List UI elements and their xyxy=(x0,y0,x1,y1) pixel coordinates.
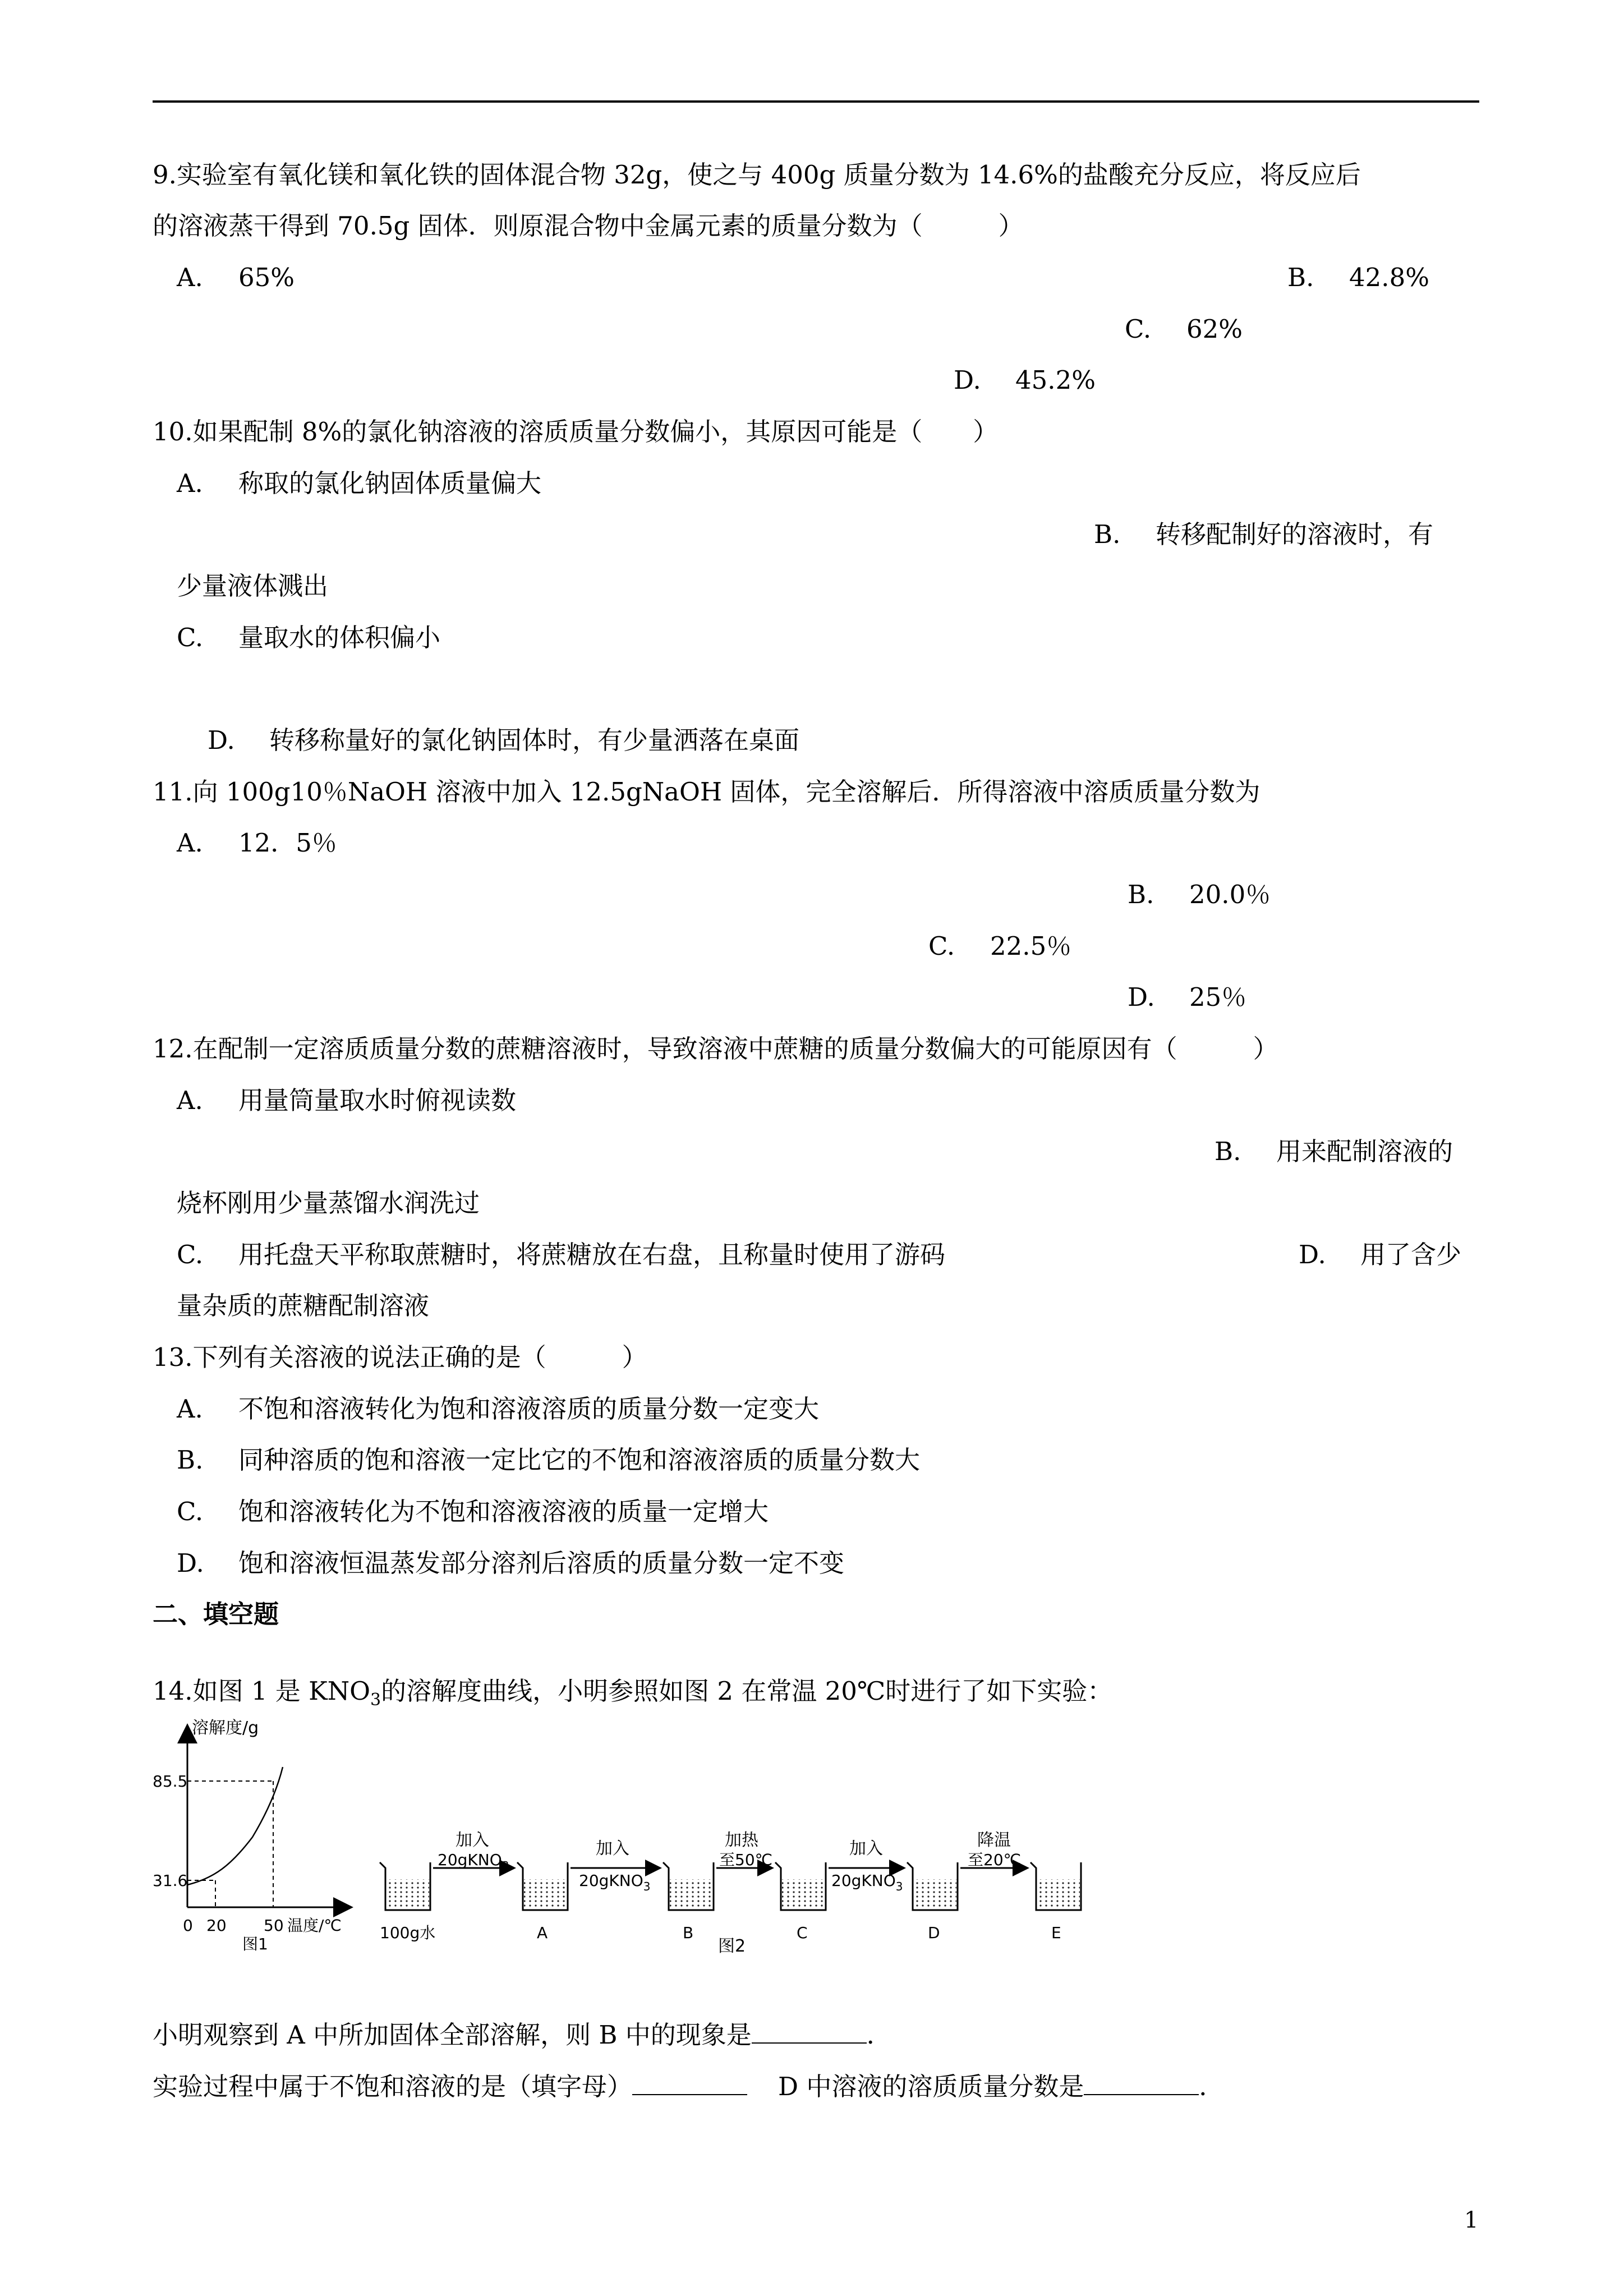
option-text: 62% xyxy=(1186,314,1243,344)
option-letter: A. xyxy=(177,1394,203,1424)
q13-option-b[interactable] xyxy=(177,1443,920,1477)
option-letter: A. xyxy=(177,1085,203,1115)
answer-blank-b-phenomenon[interactable] xyxy=(752,2020,867,2044)
q13-stem: 13.下列有关溶液的说法正确的是（ ） xyxy=(153,1342,647,1372)
page-number: 1 xyxy=(1464,2207,1479,2233)
q11-option-c[interactable] xyxy=(928,930,1071,963)
q9-option-b[interactable] xyxy=(1287,261,1429,295)
x-axis-label: 温度/℃ xyxy=(287,1916,342,1935)
x-tick-0: 0 xyxy=(183,1916,193,1935)
option-text: 转移配制好的溶液时，有 xyxy=(1156,519,1434,549)
beaker-c xyxy=(775,1862,826,1910)
beaker-d-label: D xyxy=(928,1924,940,1942)
beaker-b xyxy=(663,1862,714,1910)
step-3-top: 加热 xyxy=(725,1830,758,1850)
step-2-sub: 3 xyxy=(643,1880,651,1893)
beaker-c-label: C xyxy=(797,1924,808,1942)
option-letter: B. xyxy=(1094,519,1121,549)
q14-stem-pre: 14.如图 1 是 KNO xyxy=(153,1676,370,1706)
q10-option-d[interactable] xyxy=(208,724,799,757)
figure-2-experiment xyxy=(371,1823,1117,1952)
q14-stem-sub: 3 xyxy=(370,1690,381,1710)
q9-option-d[interactable] xyxy=(954,364,1096,397)
y-tick-31-6: 31.6 xyxy=(153,1871,188,1890)
option-letter: B. xyxy=(1128,880,1154,909)
y-tick-85-5: 85.5 xyxy=(153,1772,188,1791)
q11-option-a[interactable] xyxy=(177,826,337,860)
step-1-sub: 3 xyxy=(502,1859,509,1872)
q12-option-d-continuation: 量杂质的蔗糖配制溶液 xyxy=(177,1291,430,1320)
option-letter: C. xyxy=(1125,314,1152,344)
step-4-sub: 3 xyxy=(895,1880,903,1893)
step-2-bottom-text: 20gKNO xyxy=(579,1871,643,1890)
beaker-start xyxy=(380,1862,430,1910)
q10-stem: 10.如果配制 8%的氯化钠溶液的溶质质量分数偏小，其原因可能是（ ） xyxy=(153,417,999,447)
q9-option-a[interactable] xyxy=(177,261,295,295)
figure-2-caption: 图2 xyxy=(718,1936,746,1956)
q12-option-b[interactable] xyxy=(1214,1135,1453,1168)
q14-stem-post: 的溶解度曲线，小明参照如图 2 在常温 20℃时进行了如下实验： xyxy=(381,1676,1113,1706)
q14-line2 xyxy=(153,2070,1224,2104)
beaker-e xyxy=(1030,1862,1081,1910)
option-letter: D. xyxy=(954,365,981,395)
option-letter: C. xyxy=(177,1240,204,1269)
solubility-curve xyxy=(187,1767,283,1885)
q14-line1-post: ． xyxy=(866,2020,892,2050)
option-text: 量取水的体积偏小 xyxy=(238,623,441,652)
y-axis-label: 溶解度/g xyxy=(192,1718,259,1738)
option-text: 称取的氯化钠固体质量偏大 xyxy=(238,468,542,498)
step-3-bottom: 至50℃ xyxy=(719,1851,773,1869)
q14-stem xyxy=(153,1674,1112,1717)
q11-option-d[interactable] xyxy=(1128,981,1246,1014)
option-letter: A. xyxy=(177,828,203,858)
beaker-start-label: 100g水 xyxy=(380,1924,436,1942)
q12-option-d[interactable] xyxy=(1299,1238,1461,1272)
q10-option-a[interactable] xyxy=(177,467,541,500)
step-1-top: 加入 xyxy=(456,1830,489,1850)
step-5-bottom: 至20℃ xyxy=(968,1851,1022,1869)
option-letter: D. xyxy=(208,725,235,755)
q12-option-a[interactable] xyxy=(177,1084,516,1117)
option-text: 用托盘天平称取蔗糖时，将蔗糖放在右盘，且称量时使用了游码 xyxy=(238,1240,946,1269)
option-letter: D. xyxy=(1299,1240,1326,1269)
option-text: 12．5％ xyxy=(238,828,337,858)
option-text: 同种溶质的饱和溶液一定比它的不饱和溶液溶质的质量分数大 xyxy=(238,1445,921,1475)
q14-line2-pre: 实验过程中属于不饱和溶液的是（填字母） xyxy=(153,2072,633,2101)
option-letter: C. xyxy=(928,931,955,961)
option-text: 饱和溶液恒温蒸发部分溶剂后溶质的质量分数一定不变 xyxy=(238,1548,845,1578)
step-4-top: 加入 xyxy=(849,1839,883,1858)
step-4-bottom xyxy=(831,1871,903,1893)
option-letter: C. xyxy=(177,623,204,652)
q11-option-b[interactable] xyxy=(1128,878,1271,912)
step-5-top: 降温 xyxy=(977,1830,1011,1850)
option-text: 45.2% xyxy=(1015,365,1096,395)
q13-option-d[interactable] xyxy=(177,1547,844,1580)
option-letter: B. xyxy=(177,1445,204,1475)
option-text: 20.0％ xyxy=(1189,880,1271,909)
q9-option-c[interactable] xyxy=(1125,312,1243,346)
q13-option-c[interactable] xyxy=(177,1495,769,1529)
q10-option-b-continuation: 少量液体溅出 xyxy=(177,571,329,601)
q12-option-b-continuation: 烧杯刚用少量蒸馏水润洗过 xyxy=(177,1188,480,1218)
option-text: 用了含少 xyxy=(1360,1240,1462,1269)
step-1-bottom xyxy=(438,1851,509,1872)
q13-option-a[interactable] xyxy=(177,1392,819,1426)
section-title: 二、填空题 xyxy=(153,1599,279,1629)
option-text: 22.5％ xyxy=(990,931,1072,961)
option-letter: A. xyxy=(177,468,203,498)
figure-1-solubility-curve xyxy=(153,1717,366,1952)
q9-stem-line1: 9.实验室有氧化镁和氧化铁的固体混合物 32g，使之与 400g 质量分数为 14.6%的盐酸充分反应，将反应后 xyxy=(153,160,1361,190)
option-text: 用来配制溶液的 xyxy=(1276,1137,1453,1166)
option-text: 25％ xyxy=(1189,982,1247,1012)
step-1-bottom-text: 20gKNO xyxy=(438,1851,502,1869)
answer-blank-unsaturated[interactable] xyxy=(632,2072,747,2095)
q14-line1-pre: 小明观察到 A 中所加固体全部溶解，则 B 中的现象是 xyxy=(153,2020,752,2050)
header-rule xyxy=(153,100,1479,103)
option-letter: C. xyxy=(177,1497,204,1526)
option-letter: D. xyxy=(177,1548,204,1578)
q12-stem: 12.在配制一定溶质质量分数的蔗糖溶液时，导致溶液中蔗糖的质量分数偏大的可能原因有（ ） xyxy=(153,1034,1278,1064)
step-2-top: 加入 xyxy=(596,1839,629,1858)
option-letter: D. xyxy=(1128,982,1155,1012)
q14-line2-mid: D 中溶液的溶质质量分数是 xyxy=(778,2072,1084,2101)
step-2-bottom xyxy=(579,1871,650,1893)
step-4-bottom-text: 20gKNO xyxy=(831,1871,896,1890)
option-text: 不饱和溶液转化为饱和溶液溶质的质量分数一定变大 xyxy=(238,1394,820,1424)
q10-option-c[interactable] xyxy=(177,621,440,655)
x-tick-50: 50 xyxy=(264,1916,284,1935)
option-letter: B. xyxy=(1287,263,1314,292)
beaker-a-label: A xyxy=(537,1924,548,1942)
option-letter: B. xyxy=(1214,1137,1241,1166)
q14-line1 xyxy=(153,2018,892,2052)
option-text: 65% xyxy=(238,263,295,292)
q9-stem-line2: 的溶液蒸干得到 70.5g 固体．则原混合物中金属元素的质量分数为（ ） xyxy=(153,211,1024,241)
beaker-e-label: E xyxy=(1051,1924,1061,1942)
x-tick-20: 20 xyxy=(206,1916,227,1935)
q10-option-b[interactable] xyxy=(1094,518,1433,551)
answer-blank-d-fraction[interactable] xyxy=(1084,2072,1199,2095)
option-text: 42.8% xyxy=(1349,263,1429,292)
beaker-a xyxy=(517,1862,568,1910)
beaker-d xyxy=(907,1862,958,1910)
option-text: 饱和溶液转化为不饱和溶液溶液的质量一定增大 xyxy=(238,1497,769,1526)
option-text: 转移称量好的氯化钠固体时，有少量洒落在桌面 xyxy=(269,725,800,755)
figure-1-caption: 图1 xyxy=(242,1935,268,1952)
q11-stem: 11.向 100g10％NaOH 溶液中加入 12.5gNaOH 固体，完全溶解后．所得溶液中溶质质量分数为 xyxy=(153,777,1260,807)
option-text: 用量筒量取水时俯视读数 xyxy=(238,1085,517,1115)
option-letter: A. xyxy=(177,263,203,292)
q14-line2-post: ． xyxy=(1199,2072,1225,2101)
q12-option-c[interactable] xyxy=(177,1238,945,1272)
beaker-b-label: B xyxy=(683,1924,694,1942)
